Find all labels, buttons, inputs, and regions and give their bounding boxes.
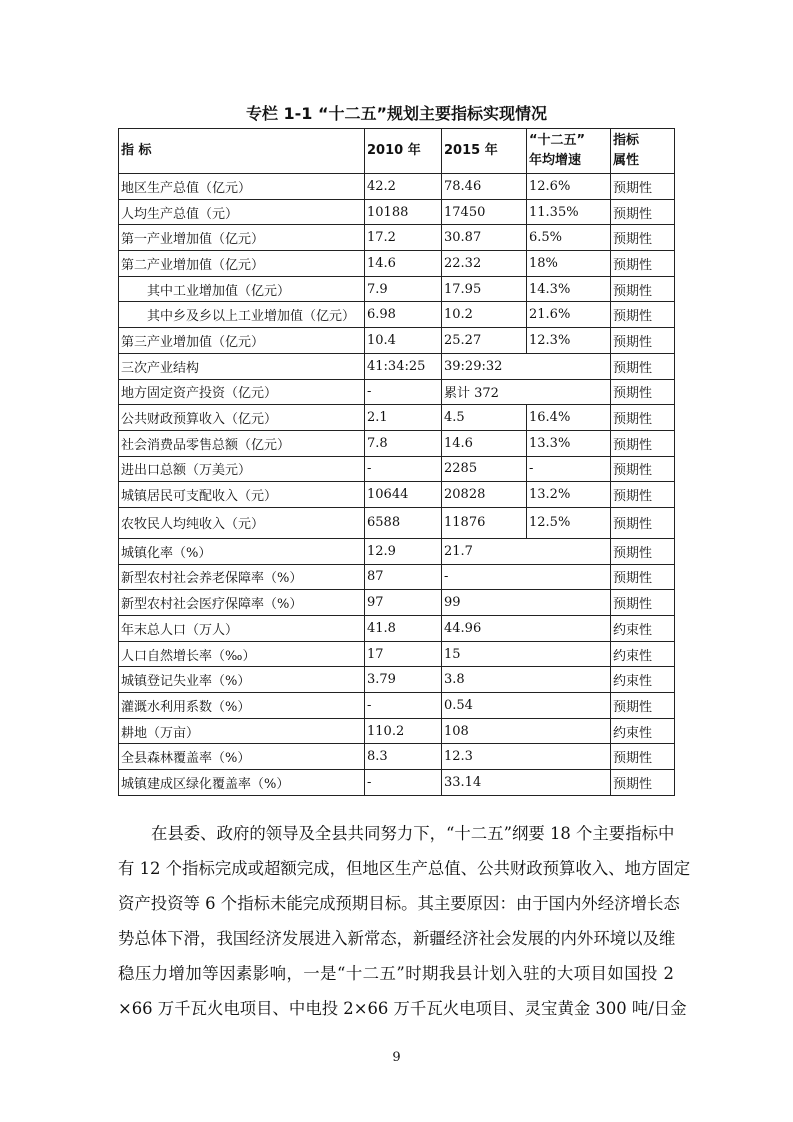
indicator-name: 其中工业增加值（亿元） xyxy=(119,276,365,302)
value-2015: 20828 xyxy=(442,482,527,508)
indicator-attribute: 预期性 xyxy=(611,302,675,328)
value-2010: 110.2 xyxy=(365,718,442,744)
table-row xyxy=(119,667,675,693)
table-row xyxy=(119,564,675,590)
growth-rate: 14.3% xyxy=(527,276,611,302)
table-row xyxy=(119,430,675,456)
indicator-name: 人均生产总值（元） xyxy=(119,199,365,225)
value-2015: 30.87 xyxy=(442,225,527,251)
value-2010: 14.6 xyxy=(365,251,442,277)
value-2010: 8.3 xyxy=(365,744,442,770)
value-2015: 14.6 xyxy=(442,430,527,456)
table-row xyxy=(119,328,675,354)
table-row xyxy=(119,199,675,225)
value-2010: 10.4 xyxy=(365,328,442,354)
indicator-name: 城镇建成区绿化覆盖率（%） xyxy=(119,770,365,796)
indicator-name: 新型农村社会医疗保障率（%） xyxy=(119,590,365,616)
value-2015: 108 xyxy=(442,718,611,744)
value-2015: 39:29:32 xyxy=(442,353,611,379)
indicator-name: 其中乡及乡以上工业增加值（亿元） xyxy=(119,302,365,328)
value-2015: 4.5 xyxy=(442,405,527,431)
indicator-name: 第三产业增加值（亿元） xyxy=(119,328,365,354)
paragraph-line: ×66 万千瓦火电项目、中电投 2×66 万千瓦火电项目、灵宝黄金 300 吨/日金 xyxy=(118,999,687,1018)
value-2010: 42.2 xyxy=(365,174,442,200)
value-2015: - xyxy=(442,564,611,590)
value-2010: 2.1 xyxy=(365,405,442,431)
value-2010: 10644 xyxy=(365,482,442,508)
paragraph-line: 稳压力增加等因素影响，一是“十二五”时期我县计划入驻的大项目如国投 2 xyxy=(118,964,674,983)
indicator-attribute: 预期性 xyxy=(611,174,675,200)
indicator-attribute: 预期性 xyxy=(611,507,675,538)
indicator-name: 农牧民人均纯收入（元） xyxy=(119,507,365,538)
growth-rate: 13.3% xyxy=(527,430,611,456)
value-2010: 17.2 xyxy=(365,225,442,251)
header-indicator: 指 标 xyxy=(119,129,365,174)
value-2015: 17450 xyxy=(442,199,527,225)
table-row xyxy=(119,302,675,328)
table-row xyxy=(119,718,675,744)
value-2010: 7.8 xyxy=(365,430,442,456)
table-row xyxy=(119,379,675,405)
table-row xyxy=(119,507,675,538)
value-2015: 3.8 xyxy=(442,667,611,693)
growth-rate: - xyxy=(527,456,611,482)
indicator-attribute: 预期性 xyxy=(611,693,675,719)
table-body xyxy=(119,174,675,796)
value-2015: 78.46 xyxy=(442,174,527,200)
indicator-attribute: 预期性 xyxy=(611,276,675,302)
value-2015: 44.96 xyxy=(442,616,611,642)
growth-rate: 12.3% xyxy=(527,328,611,354)
table-title: 专栏 1-1 “十二五”规划主要指标实现情况 xyxy=(245,104,548,123)
value-2015: 25.27 xyxy=(442,328,527,354)
table-row xyxy=(119,770,675,796)
value-2015: 2285 xyxy=(442,456,527,482)
value-2010: 41:34:25 xyxy=(365,353,442,379)
value-2015: 17.95 xyxy=(442,276,527,302)
indicator-name: 社会消费品零售总额（亿元） xyxy=(119,430,365,456)
indicator-attribute: 预期性 xyxy=(611,744,675,770)
growth-rate: 12.6% xyxy=(527,174,611,200)
value-2010: 7.9 xyxy=(365,276,442,302)
indicator-attribute: 预期性 xyxy=(611,405,675,431)
value-2010: - xyxy=(365,456,442,482)
indicator-name: 进出口总额（万美元） xyxy=(119,456,365,482)
indicator-name: 地区生产总值（亿元） xyxy=(119,174,365,200)
indicator-name: 公共财政预算收入（亿元） xyxy=(119,405,365,431)
indicator-attribute: 预期性 xyxy=(611,328,675,354)
paragraph-line: 资产投资等 6 个指标未能完成预期目标。其主要原因：由于国内外经济增长态 xyxy=(118,894,680,913)
indicator-name: 第二产业增加值（亿元） xyxy=(119,251,365,277)
value-2010: 41.8 xyxy=(365,616,442,642)
body-paragraph xyxy=(118,820,691,1030)
indicator-name: 三次产业结构 xyxy=(119,353,365,379)
indicator-attribute: 约束性 xyxy=(611,667,675,693)
indicator-name: 城镇化率（%） xyxy=(119,538,365,564)
indicator-attribute: 约束性 xyxy=(611,641,675,667)
table-row xyxy=(119,538,675,564)
indicator-name: 年末总人口（万人） xyxy=(119,616,365,642)
value-2010: 10188 xyxy=(365,199,442,225)
growth-rate: 18% xyxy=(527,251,611,277)
table-row xyxy=(119,225,675,251)
value-2010: 87 xyxy=(365,564,442,590)
table-row xyxy=(119,693,675,719)
value-2015: 累计 372 xyxy=(442,379,611,405)
indicator-attribute: 预期性 xyxy=(611,564,675,590)
value-2010: 6588 xyxy=(365,507,442,538)
indicator-name: 城镇居民可支配收入（元） xyxy=(119,482,365,508)
indicator-name: 人口自然增长率（‰） xyxy=(119,641,365,667)
table-row xyxy=(119,174,675,200)
value-2015: 15 xyxy=(442,641,611,667)
value-2015: 22.32 xyxy=(442,251,527,277)
growth-rate: 21.6% xyxy=(527,302,611,328)
page-number: 9 xyxy=(392,1050,401,1065)
indicator-attribute: 预期性 xyxy=(611,379,675,405)
value-2010: - xyxy=(365,693,442,719)
indicator-name: 耕地（万亩） xyxy=(119,718,365,744)
header-growth-rate: “十二五” 年均增速 xyxy=(527,129,611,174)
table-row xyxy=(119,744,675,770)
indicator-name: 全县森林覆盖率（%） xyxy=(119,744,365,770)
table-row xyxy=(119,482,675,508)
indicator-attribute: 预期性 xyxy=(611,590,675,616)
growth-rate: 12.5% xyxy=(527,507,611,538)
header-attribute: 指标 属性 xyxy=(611,129,675,174)
paragraph-line: 有 12 个指标完成或超额完成，但地区生产总值、公共财政预算收入、地方固定 xyxy=(118,859,691,878)
table-row xyxy=(119,456,675,482)
table-row xyxy=(119,405,675,431)
growth-rate: 16.4% xyxy=(527,405,611,431)
indicator-attribute: 预期性 xyxy=(611,199,675,225)
indicator-name: 城镇登记失业率（%） xyxy=(119,667,365,693)
value-2010: 6.98 xyxy=(365,302,442,328)
table-row xyxy=(119,616,675,642)
table-row xyxy=(119,353,675,379)
indicator-attribute: 预期性 xyxy=(611,456,675,482)
table-row xyxy=(119,641,675,667)
value-2015: 99 xyxy=(442,590,611,616)
value-2010: - xyxy=(365,770,442,796)
indicator-name: 新型农村社会养老保障率（%） xyxy=(119,564,365,590)
value-2015: 33.14 xyxy=(442,770,611,796)
indicator-table xyxy=(118,128,675,796)
indicator-attribute: 预期性 xyxy=(611,430,675,456)
indicator-name: 灌溉水利用系数（%） xyxy=(119,693,365,719)
value-2015: 0.54 xyxy=(442,693,611,719)
indicator-attribute: 约束性 xyxy=(611,616,675,642)
indicator-name: 地方固定资产投资（亿元） xyxy=(119,379,365,405)
paragraph-line: 势总体下滑，我国经济发展进入新常态，新疆经济社会发展的内外环境以及维 xyxy=(118,929,676,948)
value-2015: 10.2 xyxy=(442,302,527,328)
table-row xyxy=(119,590,675,616)
indicator-attribute: 约束性 xyxy=(611,718,675,744)
value-2010: 17 xyxy=(365,641,442,667)
indicator-attribute: 预期性 xyxy=(611,225,675,251)
value-2015: 12.3 xyxy=(442,744,611,770)
growth-rate: 6.5% xyxy=(527,225,611,251)
indicator-attribute: 预期性 xyxy=(611,482,675,508)
value-2015: 21.7 xyxy=(442,538,611,564)
value-2010: 97 xyxy=(365,590,442,616)
indicator-name: 第一产业增加值（亿元） xyxy=(119,225,365,251)
value-2010: 12.9 xyxy=(365,538,442,564)
header-2015: 2015 年 xyxy=(442,129,527,174)
value-2010: - xyxy=(365,379,442,405)
indicator-attribute: 预期性 xyxy=(611,251,675,277)
table-header-row xyxy=(119,129,675,174)
table-row xyxy=(119,276,675,302)
table-row xyxy=(119,251,675,277)
indicator-attribute: 预期性 xyxy=(611,770,675,796)
paragraph-line: 在县委、政府的领导及全县共同努力下，“十二五”纲要 18 个主要指标中 xyxy=(151,824,675,843)
indicator-attribute: 预期性 xyxy=(611,353,675,379)
value-2010: 3.79 xyxy=(365,667,442,693)
growth-rate: 13.2% xyxy=(527,482,611,508)
value-2015: 11876 xyxy=(442,507,527,538)
header-2010: 2010 年 xyxy=(365,129,442,174)
indicator-attribute: 预期性 xyxy=(611,538,675,564)
growth-rate: 11.35% xyxy=(527,199,611,225)
